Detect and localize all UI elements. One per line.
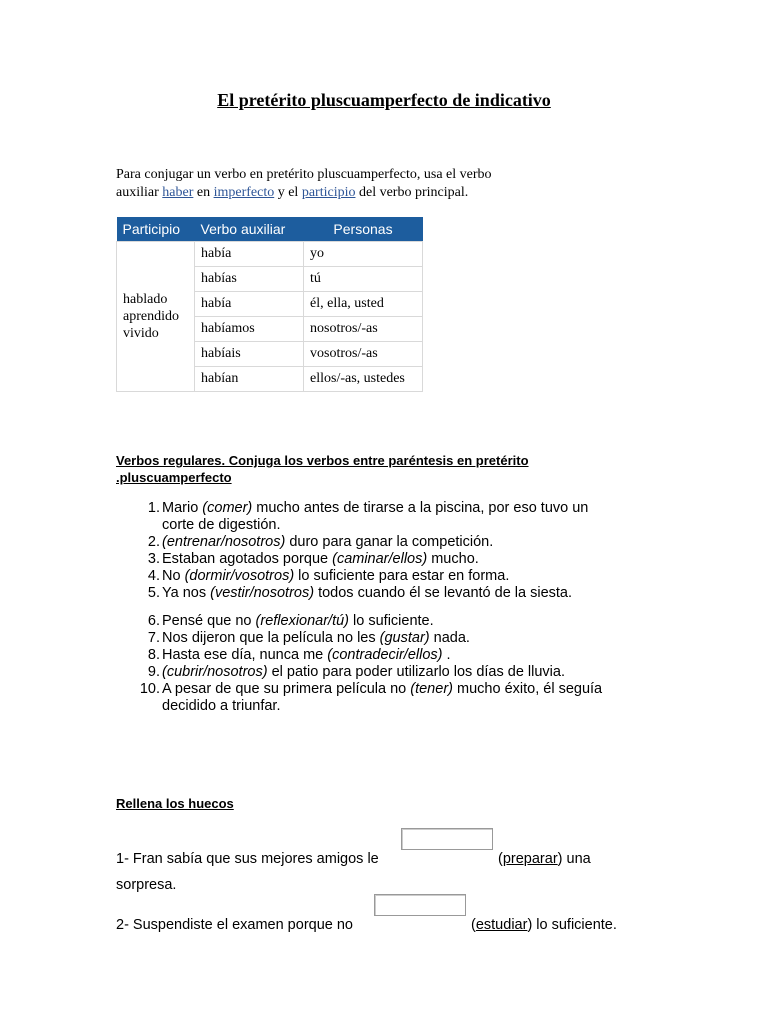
section-heading-rellena: Rellena los huecos: [116, 796, 234, 811]
participle-vivido: vivido: [123, 326, 159, 341]
header-personas: Personas: [304, 217, 423, 242]
item-number: 2.: [147, 534, 160, 550]
header-participio: Participio: [117, 217, 195, 242]
persona-cell: nosotros/-as: [304, 317, 423, 342]
aux-cell: habíais: [195, 342, 304, 367]
item-number: 8.: [147, 647, 160, 663]
item-text: A pesar de que su primera película no (tener) mucho éxito, él seguía decidido a triunfar.: [162, 681, 603, 714]
item-number: 9.: [147, 664, 160, 680]
item-number: 3.: [147, 551, 160, 567]
aux-cell: habíamos: [195, 317, 304, 342]
item-number: 5.: [147, 585, 160, 601]
item-text: No (dormir/vosotros) lo suficiente para estar en forma.: [162, 568, 510, 584]
item-text: (entrenar/nosotros) duro para ganar la competición.: [162, 534, 494, 550]
fill-item-1-pre: 1- Fran sabía que sus mejores amigos le: [116, 851, 379, 867]
item-number: 1.: [147, 500, 160, 516]
participles-cell: [117, 242, 195, 392]
section-heading-verbos-regulares: [116, 452, 586, 486]
participle-aprendido: aprendido: [123, 309, 179, 324]
fill-item-2-verb: (estudiar) lo suficiente.: [471, 917, 617, 933]
table-header-row: [117, 217, 423, 242]
answer-box-1[interactable]: [401, 828, 493, 850]
fill-item-1-verb: (preparar) una: [498, 851, 591, 867]
header-verbo-auxiliar: Verbo auxiliar: [195, 217, 304, 242]
item-number: 7.: [147, 630, 160, 646]
intro-auxiliar: auxiliar: [116, 185, 163, 200]
participle-hablado: hablado: [123, 292, 168, 307]
table-row: [117, 242, 423, 267]
aux-cell: habías: [195, 267, 304, 292]
intro-paragraph: [116, 166, 556, 202]
aux-cell: había: [195, 292, 304, 317]
item-text: Nos dijeron que la película no les (gustar) nada.: [162, 630, 470, 646]
intro-en: en: [193, 185, 214, 200]
aux-cell: había: [195, 242, 304, 267]
item-text: Hasta ese día, nunca me (contradecir/ellos) .: [162, 647, 451, 663]
item-text: (cubrir/nosotros) el patio para poder utilizarlo los días de lluvia.: [162, 664, 565, 680]
section-heading-line2: .pluscuamperfecto: [116, 470, 232, 485]
item-text: Pensé que no (reflexionar/tú) lo suficiente.: [162, 613, 434, 629]
item-number: 10.: [139, 681, 160, 697]
conjugation-table: [116, 217, 423, 392]
persona-cell: tú: [304, 267, 423, 292]
item-number: 4.: [147, 568, 160, 584]
item-text: Mario (comer) mucho antes de tirarse a la piscina, por eso tuvo un corte de digestión.: [162, 500, 589, 533]
persona-cell: yo: [304, 242, 423, 267]
participio-link[interactable]: participio: [301, 185, 356, 200]
item-number: 6.: [147, 613, 160, 629]
answer-box-2[interactable]: [374, 894, 466, 916]
page-title: El pretérito pluscuamperfecto de indicativo: [217, 90, 551, 110]
haber-link[interactable]: haber: [162, 185, 194, 200]
intro-yel: y el: [274, 185, 302, 200]
fill-item-2: [116, 917, 676, 934]
aux-cell: habían: [195, 367, 304, 392]
persona-cell: ellos/-as, ustedes: [304, 367, 423, 392]
intro-end: del verbo principal.: [355, 185, 469, 200]
intro-line1: Para conjugar un verbo en pretérito pluscuamperfecto, usa el verbo: [116, 167, 492, 182]
section-heading-line1: Verbos regulares. Conjuga los verbos entre paréntesis en pretérito: [116, 453, 529, 468]
fill-item-1-line2: sorpresa.: [116, 877, 177, 893]
fill-item-2-pre: 2- Suspendiste el examen porque no: [116, 917, 353, 933]
persona-cell: él, ella, usted: [304, 292, 423, 317]
persona-cell: vosotros/-as: [304, 342, 423, 367]
item-text: Estaban agotados porque (caminar/ellos) mucho.: [162, 551, 479, 567]
item-text: Ya nos (vestir/nosotros) todos cuando él se levantó de la siesta.: [162, 585, 573, 601]
fill-item-1: [116, 851, 676, 868]
imperfecto-link[interactable]: imperfecto: [213, 185, 275, 200]
